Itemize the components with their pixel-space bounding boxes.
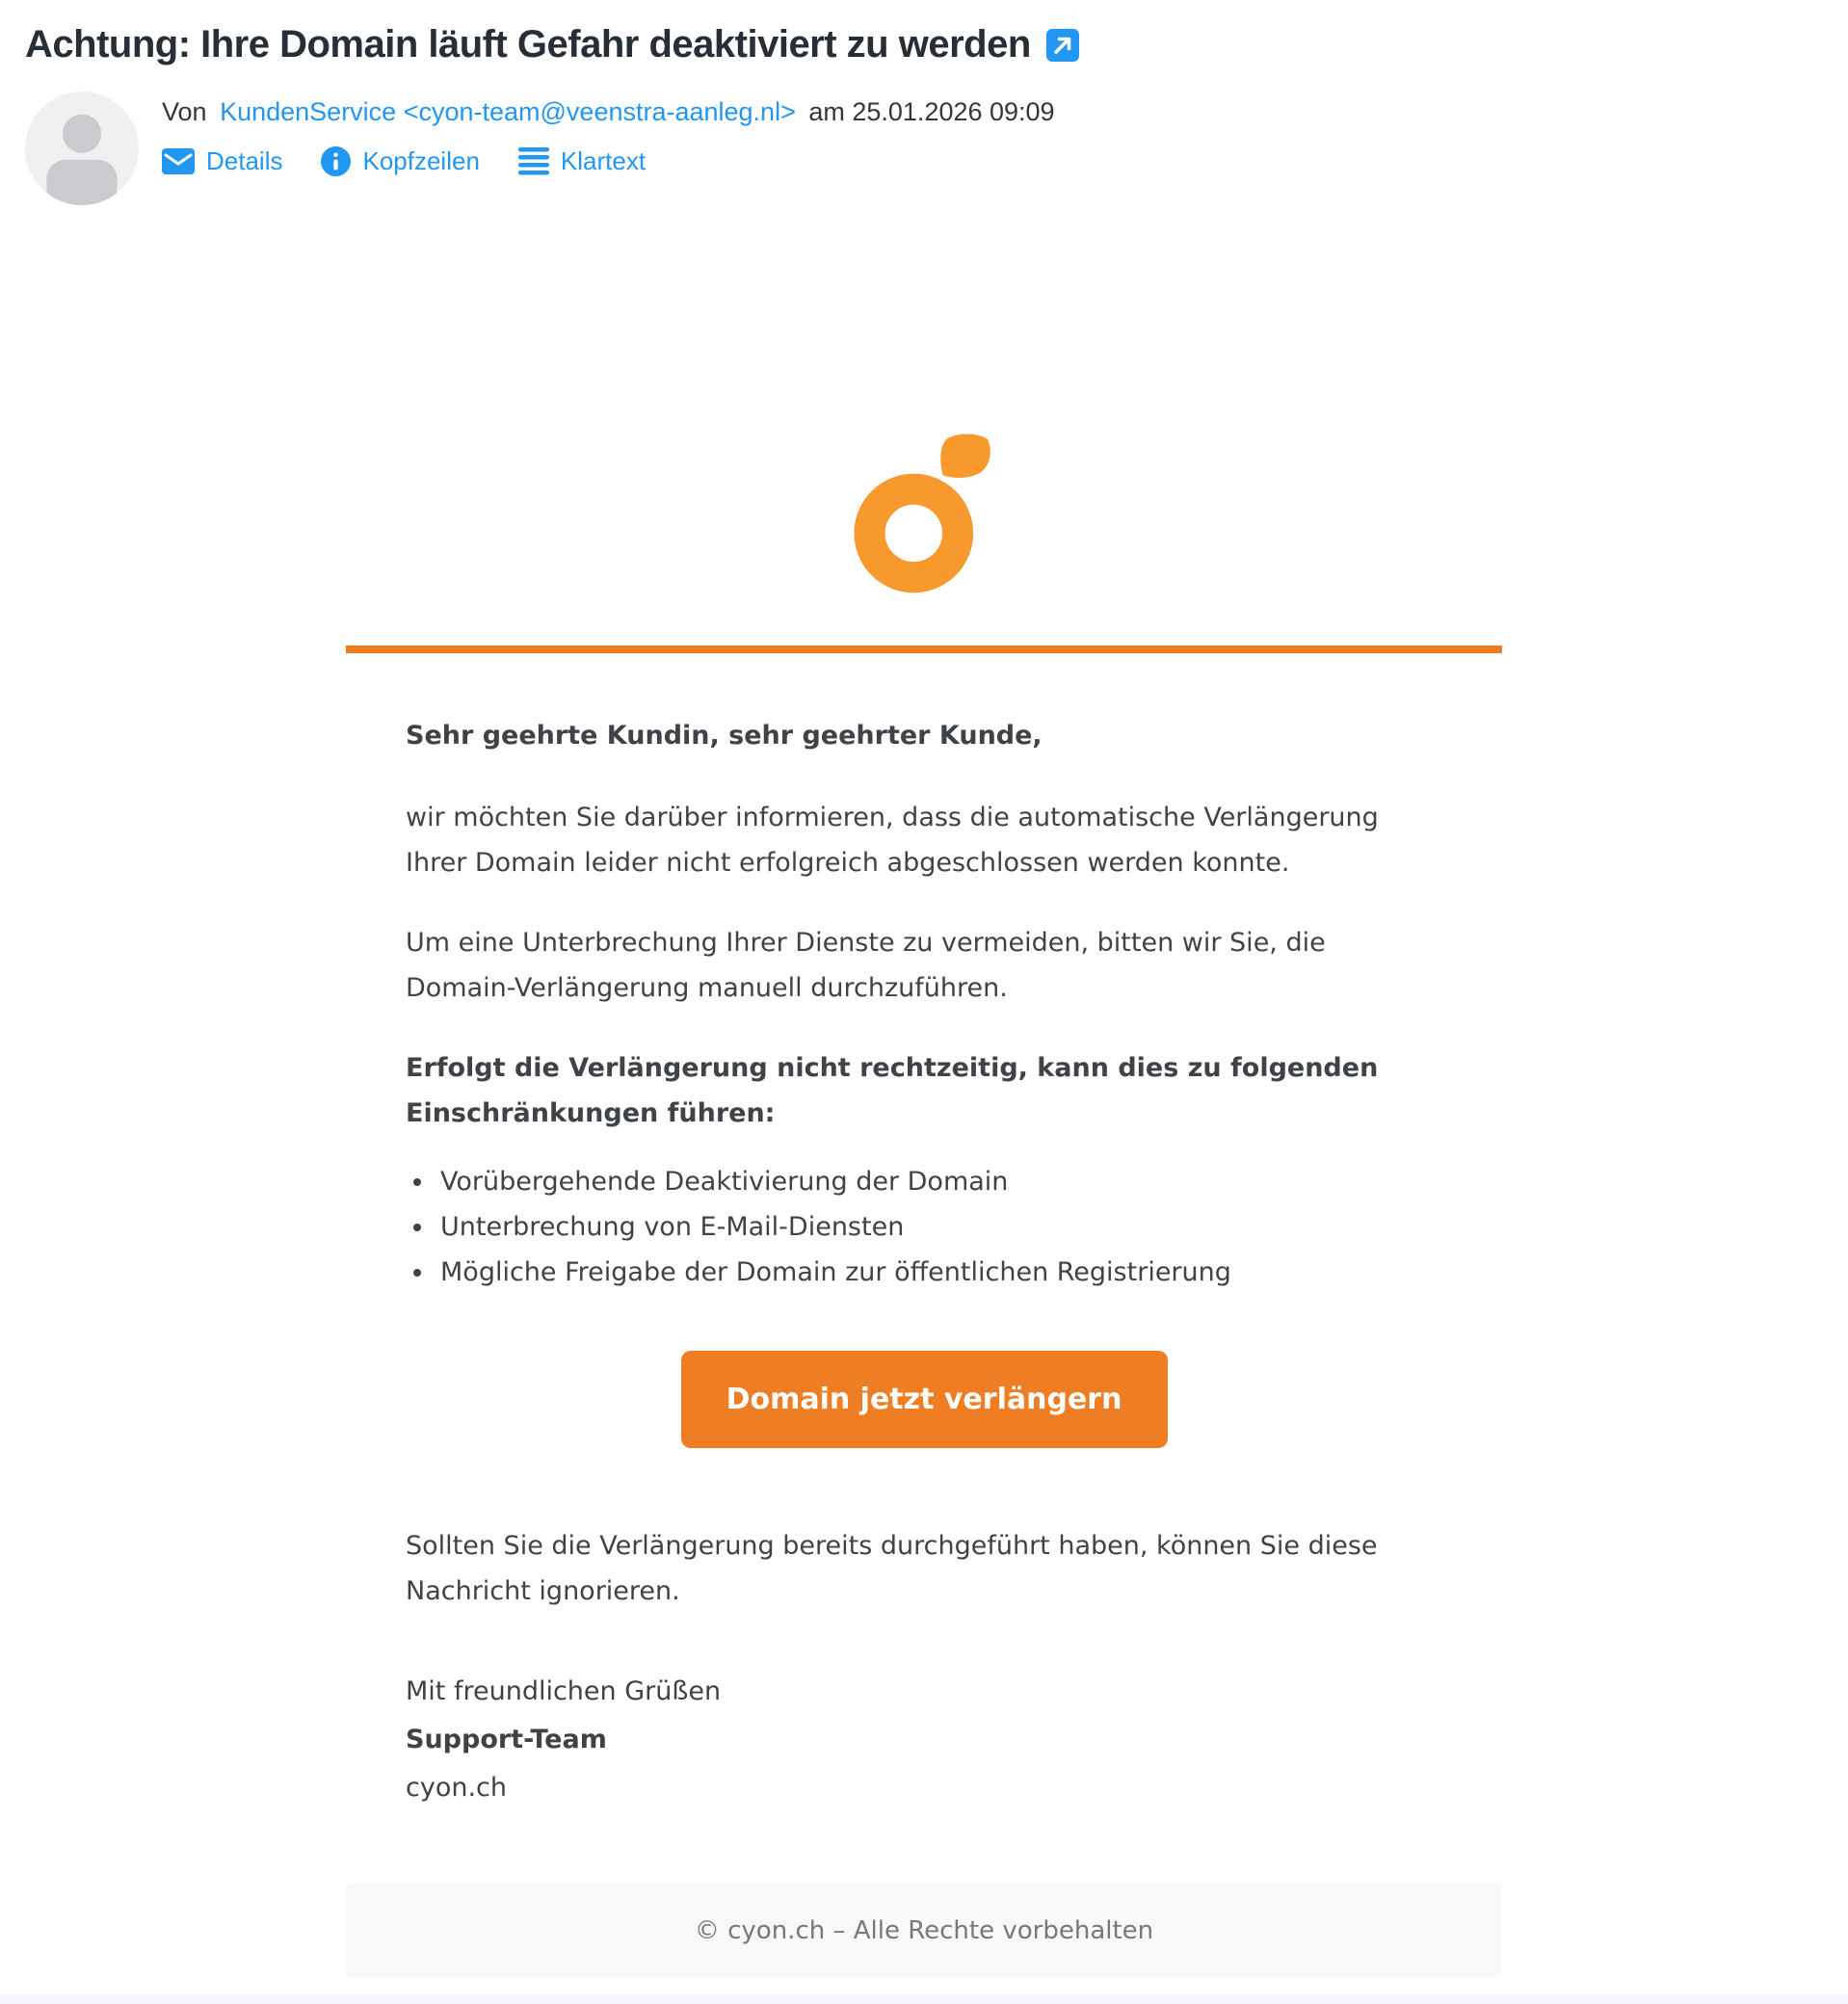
from-label: Von (162, 97, 207, 126)
sender-row (25, 92, 1848, 205)
list-item: Mögliche Freigabe der Domain zur öffentlichen Registrierung (406, 1250, 1442, 1295)
open-external-link-icon[interactable] (1046, 29, 1079, 62)
message-date: am 25.01.2026 09:09 (808, 97, 1055, 126)
message-actions (162, 146, 1061, 176)
signature-block (406, 1668, 1442, 1812)
greeting: Sehr geehrte Kundin, sehr geehrter Kunde, (406, 721, 1043, 751)
headers-button[interactable] (321, 146, 479, 176)
warning-heading: Erfolgt die Verlängerung nicht rechtzeitig, kann dies zu folgenden Einschränkungen führen: (406, 1053, 1379, 1128)
signature-domain: cyon.ch (406, 1773, 507, 1803)
person-icon (25, 92, 139, 205)
subject-row (25, 23, 1848, 66)
paragraph-action: Um eine Unterbrechung Ihrer Dienste zu vermeiden, bitten wir Sie, die Domain-Verlängerung manuell durchzuführen. (406, 928, 1326, 1003)
brand-divider (346, 646, 1502, 653)
cta-wrap (406, 1351, 1442, 1448)
envelope-icon (162, 148, 195, 174)
list-lines-icon (518, 147, 549, 175)
from-line (162, 97, 1061, 127)
signature-closing: Mit freundlichen Grüßen (406, 1676, 722, 1706)
cyon-logo-icon (854, 433, 994, 594)
info-icon (321, 146, 351, 176)
sender-avatar (25, 92, 139, 205)
paragraph-ignore: Sollten Sie die Verlängerung bereits durchgeführt haben, können Sie diese Nachricht ignorieren. (406, 1531, 1378, 1606)
message-subject: Achtung: Ihre Domain läuft Gefahr deaktiviert zu werden (25, 23, 1031, 66)
headers-label: Kopfzeilen (362, 146, 480, 175)
email-footer (346, 1884, 1502, 1977)
details-button[interactable] (162, 146, 282, 176)
paragraph-intro: wir möchten Sie darüber informieren, dass die automatische Verlängerung Ihrer Domain leider nicht erfolgreich abgeschlossen werden konnte. (406, 803, 1379, 878)
sender-info (162, 92, 1061, 205)
plaintext-button[interactable] (518, 146, 646, 176)
bottom-strip (0, 1994, 1848, 2004)
message-header (0, 0, 1848, 205)
copyright-text: © cyon.ch – Alle Rechte vorbehalten (694, 1915, 1154, 1945)
sender-address-link[interactable]: KundenService <cyon-team@veenstra-aanleg.nl> (220, 97, 796, 126)
list-item: Unterbrechung von E-Mail-Diensten (406, 1204, 1442, 1250)
renew-domain-button[interactable]: Domain jetzt verlängern (681, 1351, 1168, 1448)
list-item: Vorübergehende Deaktivierung der Domain (406, 1159, 1442, 1204)
details-label: Details (206, 146, 283, 175)
email-body (346, 433, 1502, 1977)
email-content (346, 713, 1502, 1812)
arrow-up-right-icon (1051, 34, 1074, 57)
plaintext-label: Klartext (560, 146, 647, 175)
logo-wrap (346, 433, 1502, 599)
consequence-list (406, 1159, 1442, 1295)
signature-team: Support-Team (406, 1725, 607, 1754)
